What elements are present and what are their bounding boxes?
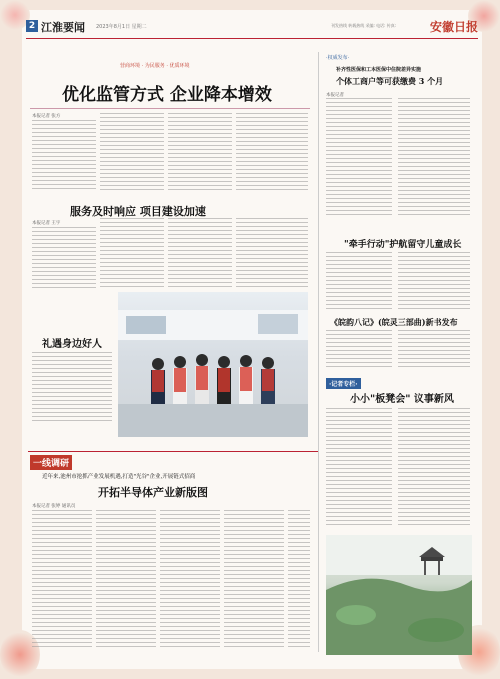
story-headline: 服务及时响应 项目建设加速	[70, 205, 206, 218]
article-body	[288, 510, 310, 650]
story-headline: 《皖韵八记》(皖灵三部曲)新书发布	[330, 317, 458, 327]
story-headline: 个体工商户等可获缴费 3 个月	[336, 76, 444, 86]
article-body	[398, 98, 470, 218]
article-body	[326, 408, 392, 528]
story-kicker: ·权威发布·	[326, 55, 350, 61]
article-body	[326, 330, 392, 370]
contact-lines: 刊发热线 转载热线 采编: 电话: 传真:	[331, 23, 397, 28]
article-body	[100, 218, 164, 288]
story-byline: 本报记者 张方	[32, 114, 61, 119]
article-body	[160, 510, 220, 650]
story-byline: 本报记者 张婷 通讯员	[32, 504, 76, 509]
photo-illustration	[118, 292, 308, 437]
article-body	[96, 510, 156, 650]
story-subhead: 近年来,池州市抢抓产业发展机遇,打造"光谷"企业,开展链式招商	[42, 474, 196, 480]
column-tag: ·记者专栏·	[326, 378, 361, 389]
landscape-photo	[326, 535, 472, 655]
story-subhead: 补齐性医保和工本医保中住院差异实施	[336, 67, 422, 73]
article-body	[236, 218, 308, 288]
pavilion-illustration	[326, 535, 472, 655]
article-body	[100, 113, 164, 193]
story-headline: 礼遇身边好人	[42, 339, 102, 350]
section-title: 江淮要闻	[41, 21, 85, 34]
article-body	[32, 120, 96, 192]
section-frame	[28, 451, 318, 452]
article-body	[236, 113, 308, 193]
article-body	[224, 510, 284, 650]
article-body	[168, 218, 232, 288]
article-body	[398, 252, 470, 312]
story-kicker: 营商环境 · 为民服务 · 优质环境	[120, 63, 190, 69]
newspaper-brand: 安徽日报	[429, 20, 478, 34]
column-divider	[318, 52, 319, 652]
story-headline: "牵手行动"护航留守儿童成长	[344, 240, 462, 250]
article-body	[398, 408, 470, 528]
divider	[30, 108, 310, 109]
article-body	[326, 252, 392, 312]
article-body	[168, 113, 232, 193]
page-number: 2	[26, 20, 38, 32]
story-byline: 本报记者	[326, 93, 344, 98]
masthead	[26, 16, 478, 39]
main-headline: 优化监管方式 企业降本增效	[62, 85, 272, 105]
article-body	[32, 352, 112, 422]
article-body	[326, 98, 392, 218]
article-body	[32, 510, 92, 650]
article-body	[398, 330, 470, 370]
column-tag: 一线调研	[30, 455, 72, 470]
issue-date: 2023年8月1日 星期二	[96, 24, 147, 30]
news-photo	[118, 292, 308, 437]
article-body	[32, 227, 96, 289]
story-byline: 本报记者 王宇	[32, 221, 61, 226]
story-headline: 小小"板凳会" 议事新风	[350, 394, 454, 405]
story-headline: 开拓半导体产业新版图	[98, 486, 208, 499]
